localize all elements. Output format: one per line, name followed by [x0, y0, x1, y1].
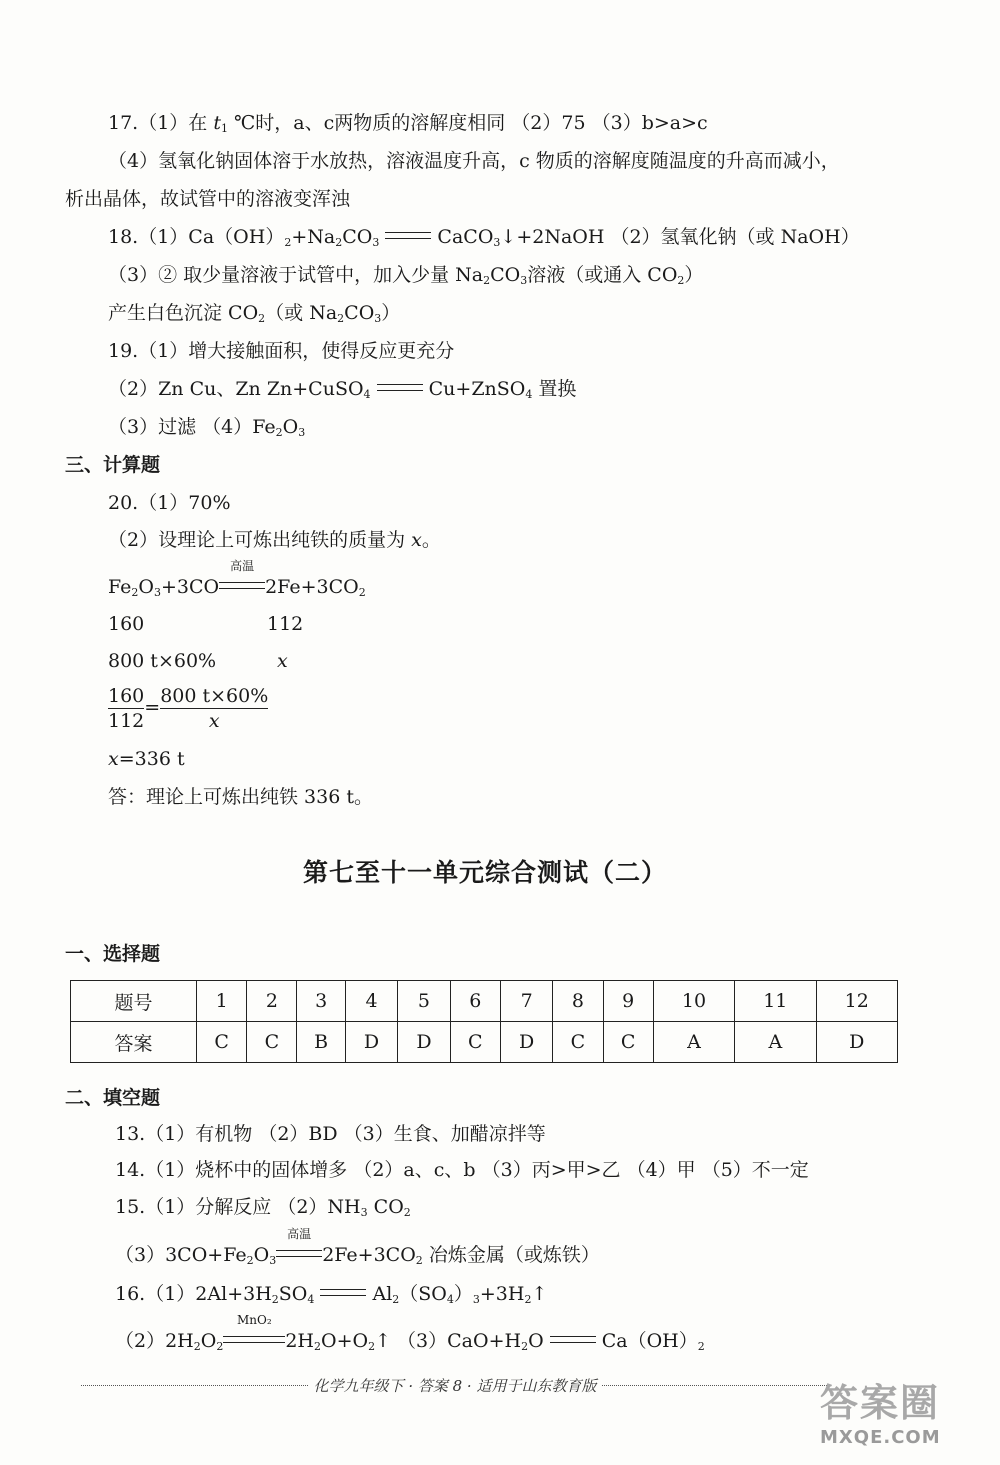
q18-line2: （3）② 取少量溶液于试管中，加入少量 $Na_2CO_3$溶液（或通入 $CO_2$）	[108, 264, 704, 287]
double-bond-sign	[550, 1328, 596, 1354]
double-bond-sign	[385, 224, 431, 250]
table-cell: 1	[197, 981, 247, 1022]
table-cell: D	[500, 1022, 552, 1063]
q16-line2: $(2)2H_2O_2$ MnO₂ $2H_2O+O_2↑$ $(3)CaO+H_2O$ $Ca(OH)_2$	[115, 1313, 705, 1353]
q15-line2: $(3)3CO+Fe_2O_3$ 高温 $2Fe+3CO_2$ 冶炼金属（或炼铁）	[115, 1227, 600, 1267]
table-cell: C	[450, 1022, 500, 1063]
table-cell: A	[653, 1022, 734, 1063]
page-footer: 化学九年级下 · 答案 8 · 适用于山东教育版	[75, 1375, 835, 1396]
q20-proportion: $\frac{160}{112}$ = $\frac{800 t\times 60\%}{x}$	[108, 685, 269, 732]
table-cell: 8	[553, 981, 603, 1022]
table-cell: 9	[603, 981, 653, 1022]
table-cell: 3	[297, 981, 345, 1022]
double-bond-sign	[377, 376, 423, 402]
page-title: 第七至十一单元综合测试（二）	[302, 858, 667, 887]
table-cell: C	[603, 1022, 653, 1063]
q19-line2: （2）Zn Cu、Zn Zn+CuSO$_4$ Cu+ZnSO$_4$ 置换	[108, 378, 577, 401]
double-bond-sign	[320, 1281, 366, 1307]
q20-mass-ore: 800 t×60%	[108, 650, 217, 672]
section-heading-choice: 一、选择题	[65, 943, 161, 965]
table-answer-label: 答案	[71, 1022, 197, 1063]
watermark-logo: 答案圈 MXQE.COM	[820, 1381, 941, 1448]
reaction-condition: 高温	[276, 1242, 322, 1268]
table-cell: 12	[816, 981, 898, 1022]
q19-line3: （3）过滤 $(4)Fe_2O_3$	[108, 416, 306, 439]
reaction-condition: 高温	[219, 574, 265, 600]
table-row-numbers	[71, 981, 898, 1022]
q20-line2: （2）设理论上可炼出纯铁的质量为 x。	[108, 529, 441, 551]
q19-line1: 19.（1）增大接触面积，使得反应更充分	[108, 340, 455, 362]
table-cell: 6	[450, 981, 500, 1022]
q18-line1: $18.(1)Ca(OH)_2+Na_2CO_3$ CaCO$_3$↓+2NaOH （2）氢氧化钠（或 NaOH）	[108, 226, 860, 249]
q14: 14.（1）烧杯中的固体增多 （2）a、c、b （3）丙>甲>乙 （4）甲 （5）不一定	[115, 1159, 809, 1181]
table-cell: C	[197, 1022, 247, 1063]
section-heading-calculation: 三、计算题	[65, 454, 161, 476]
table-cell: D	[398, 1022, 450, 1063]
q13: 13.（1）有机物 （2）BD （3）生食、加醋凉拌等	[115, 1123, 546, 1145]
table-row-answers	[71, 1022, 898, 1063]
q20-equation: $Fe_2O_3+3CO$ 高温 $2Fe+3CO_2$	[108, 559, 366, 599]
q20-molar-mass-fe2o3: 160	[108, 613, 145, 635]
table-cell: D	[345, 1022, 397, 1063]
q20-line1: 20.（1）70%	[108, 492, 231, 514]
q17-line2: （4）氢氧化钠固体溶于水放热，溶液温度升高，c 物质的溶解度随温度的升高而减小，	[108, 150, 840, 172]
table-cell: 11	[735, 981, 816, 1022]
footer-divider	[81, 1385, 308, 1386]
q16-line1: $16.(1)2Al+3H_2SO_4$ $Al_2(SO_4)_3+3H_2↑$	[115, 1283, 548, 1306]
table-cell: 10	[653, 981, 734, 1022]
q20-unknown-x: x	[277, 650, 288, 672]
table-cell: A	[735, 1022, 816, 1063]
q20-answer: 答：理论上可炼出纯铁 336 t。	[108, 786, 373, 808]
answer-table	[70, 980, 898, 1063]
table-cell: 2	[247, 981, 297, 1022]
footer-divider	[602, 1385, 829, 1386]
reaction-condition: MnO₂	[223, 1328, 285, 1354]
q17-line3: 析出晶体，故试管中的溶液变浑浊	[65, 188, 351, 210]
q20-molar-mass-fe: 112	[267, 613, 304, 635]
q20-result: x=336 t	[108, 748, 185, 770]
table-cell: 4	[345, 981, 397, 1022]
table-header-label: 题号	[71, 981, 197, 1022]
q15-line1: 15.（1）分解反应 $(2)NH_3$ $CO_2$	[115, 1196, 411, 1219]
q18-line3: 产生白色沉淀 $CO_2$（或 $Na_2CO_3$）	[108, 302, 401, 325]
table-cell: 5	[398, 981, 450, 1022]
table-cell: D	[816, 1022, 898, 1063]
section-heading-fill: 二、填空题	[65, 1087, 161, 1109]
table-cell: 7	[500, 981, 552, 1022]
q17-line1: 17.（1）在 $t_1$ ℃时，a、c两物质的溶解度相同 （2）75 （3）b>a>c	[108, 112, 708, 135]
table-cell: C	[247, 1022, 297, 1063]
table-cell: B	[297, 1022, 345, 1063]
table-cell: C	[553, 1022, 603, 1063]
